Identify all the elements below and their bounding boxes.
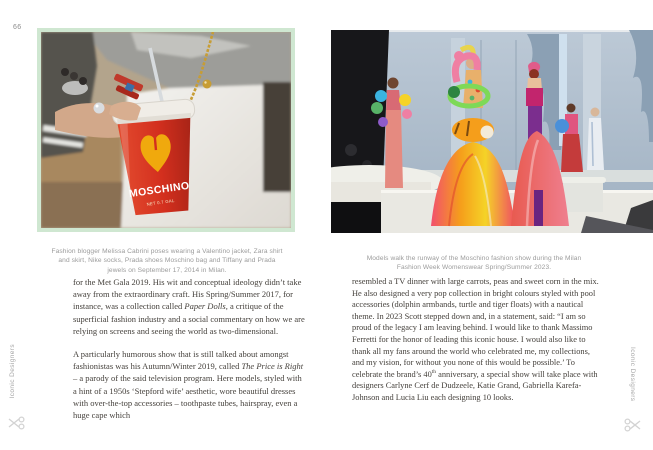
right-body-text <box>352 276 600 415</box>
page-number: 66 <box>13 24 22 31</box>
paragraph: for the Met Gala 2019. His wit and conceptual ideology didn’t take away from the extraordinary craft. His Spring/Summer 2017, for instance, was a collection called Paper Dolls, a critique of the superficial fashion industry and a social commentary on how we are relying on screens and seeing the world as two-dimensional. <box>73 277 305 336</box>
right-margin-label: Iconic Designers <box>629 347 636 402</box>
left-photo <box>41 32 291 228</box>
right-photo-caption: Models walk the runway of the Moschino fashion show during the Milan Fashion Week Womenswear Spring/Summer 2023. <box>366 254 582 272</box>
right-photo-frame <box>331 30 653 233</box>
scissors-icon <box>624 418 642 432</box>
cup-net-text: NET 0.7 GAL <box>146 197 175 207</box>
ring <box>94 103 105 114</box>
right-photo <box>331 30 653 233</box>
scissors-icon <box>7 416 25 430</box>
paragraph: A particularly humorous show that is still talked about amongst fashionistas was his Autumn/Winter 2019, called The Price is Right – a parody of the said television program. Here models, styled with a hint of a 1950s ‘Stepford wife’ aesthetic, wore beautiful dresses with over-the-top accessories – toothpaste tubes, hairspray, even a huge cape which <box>73 349 304 421</box>
left-margin-label: Iconic Designers <box>9 344 16 399</box>
paragraph: resembled a TV dinner with large carrots, peas and sweet corn in the mix. He also designed a very pop collection in bright colours styled with pool accessories (dolphin armbands, turtle and tiger floats) with a nautical theme. In 2023 Scott stepped down and, in a statement, said: “I am so proud of the legacy I am leaving behind. I would like to thank Massimo Ferretti for the honor of leading this iconic house. I would also like to thank all my fans around the world who celebrated me, my collections, and my vision, for without you none of this would be possible.’ To celebrate the brand’s 40th anniversary, a special show will take place with designers Carlyne Cerf de Dudzeele, Katie Grand, Gabriella Karefa-Johnson and Lucia Liu each designing 10 looks. <box>352 277 599 402</box>
left-body-text <box>73 276 307 432</box>
cup-brand-text: MOSCHINO <box>128 179 191 201</box>
left-photo-caption: Fashion blogger Melissa Cabrini poses wearing a Valentino jacket, Zara shirt and skirt, Nike socks, Prada shoes Moschino bag and Tiffany and Prada jewels on September 17, 2014 in Milan. <box>51 247 283 275</box>
audience-shadow <box>331 30 389 233</box>
chain-ball <box>203 80 212 89</box>
left-photo-frame <box>37 28 295 232</box>
